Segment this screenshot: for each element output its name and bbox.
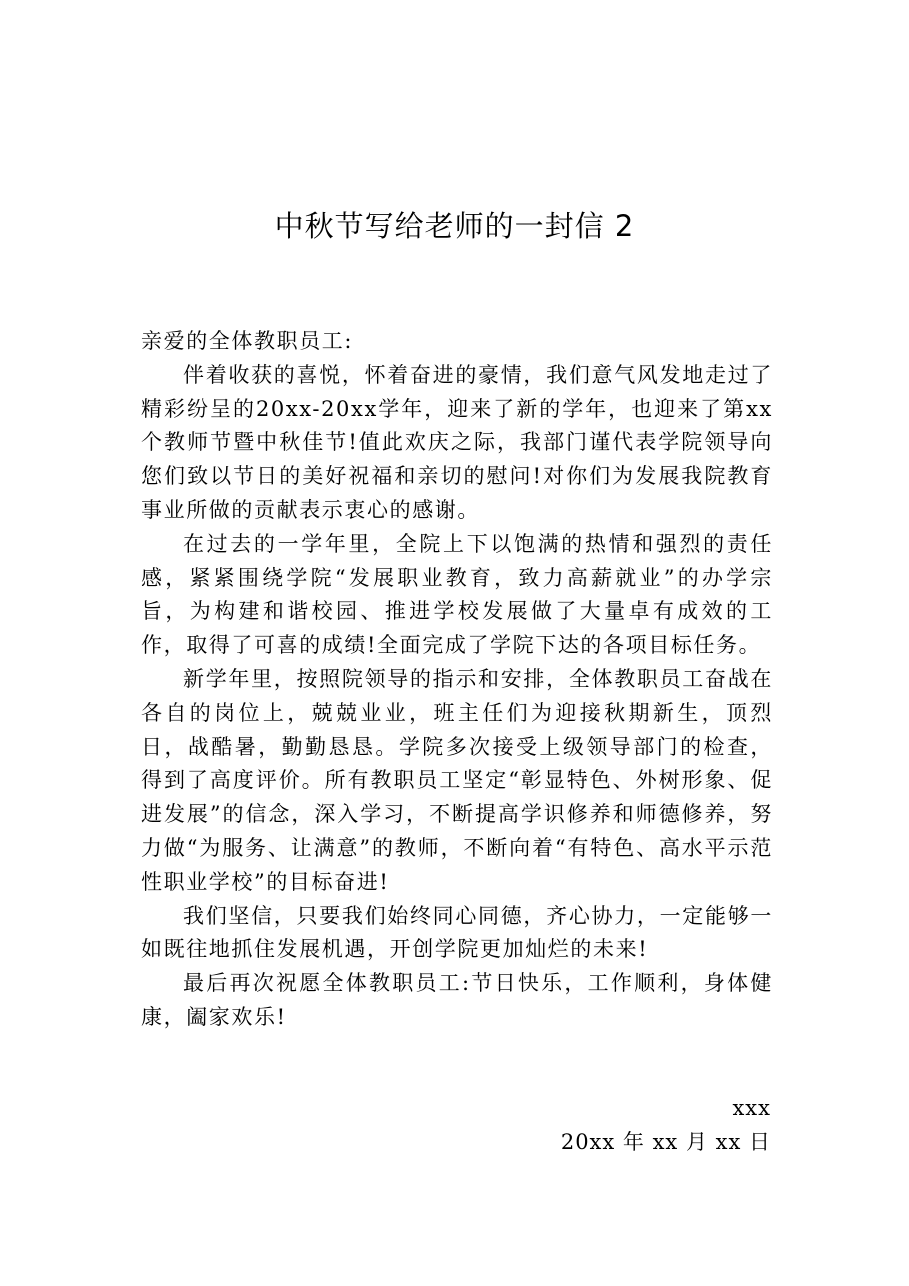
- salutation: 亲爱的全体教职员工:: [141, 329, 354, 353]
- signature-date: 20xx 年 xx 月 xx 日: [560, 1129, 771, 1154]
- letter-body: [141, 325, 773, 1035]
- signature-block: [561, 1092, 771, 1160]
- paragraph-5: 最后再次祝愿全体教职员工:节日快乐，工作顺利，身体健康，阖家欢乐!: [141, 971, 773, 1029]
- signature-name: xxx: [732, 1096, 771, 1120]
- paragraph-2: 在过去的一学年里，全院上下以饱满的热情和强烈的责任感，紧紧围绕学院“发展职业教育，致力高薪就业”的办学宗旨，为构建和谐校园、推进学校发展做了大量卓有成效的工作，取得了可喜的成绩!全面完成了学院下达的各项目标任务。: [141, 531, 773, 658]
- paragraph-4: 我们坚信，只要我们始终同心同德，齐心协力，一定能够一如既往地抓住发展机遇，开创学院更加灿烂的未来!: [141, 903, 773, 962]
- paragraph-1: 伴着收获的喜悦，怀着奋进的豪情，我们意气风发地走过了精彩纷呈的20xx-20xx学年，迎来了新的学年，也迎来了第xx个教师节暨中秋佳节!值此欢庆之际，我部门谨代表学院领导向您们致以节日的美好祝福和亲切的慰问!对你们为发展我院教育事业所做的贡献表示衷心的感谢。: [141, 362, 773, 522]
- document-title: 中秋节写给老师的一封信 2: [274, 209, 635, 243]
- paragraph-3: 新学年里，按照院领导的指示和安排，全体教职员工奋战在各自的岗位上，兢兢业业，班主任们为迎接秋期新生，顶烈日，战酷暑，勤勤恳恳。学院多次接受上级领导部门的检查，得到了高度评价。所有教职员工坚定“彰显特色、外树形象、促进发展”的信念，深入学习，不断提高学识修养和师德修养，努力做“为服务、让满意”的教师，不断向着“有特色、高水平示范性职业学校”的目标奋进!: [141, 666, 773, 894]
